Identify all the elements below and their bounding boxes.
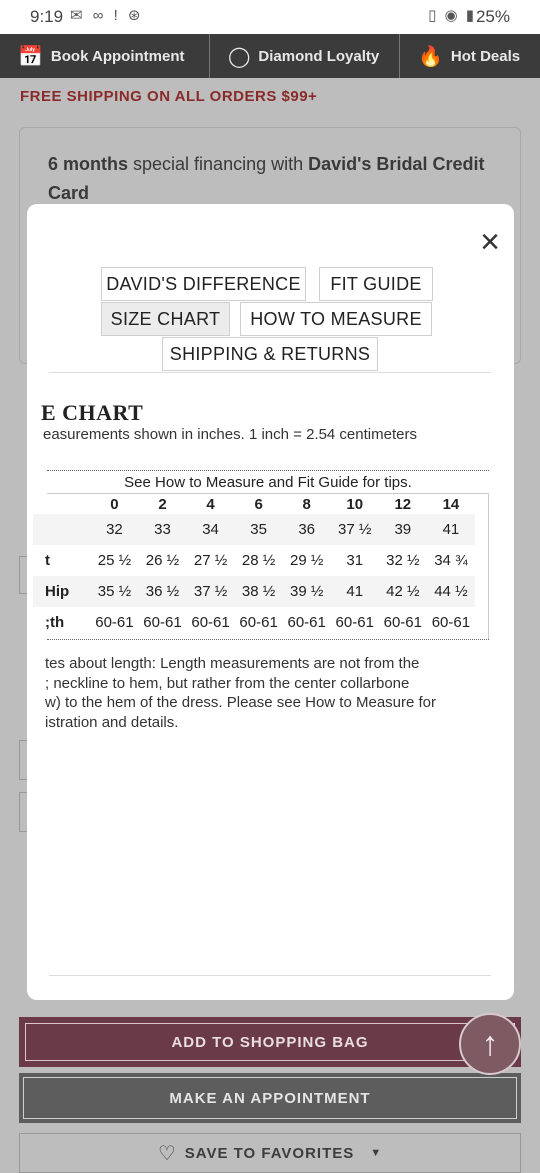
size-header: 2 [158,495,167,513]
table-row [33,514,475,545]
table-cell: 36 [283,514,331,545]
calendar-icon: 📅 [18,45,43,68]
size-header: 10 [346,495,364,513]
tab-size-chart[interactable]: SIZE CHART [101,302,230,336]
header-corner [33,494,90,514]
table-cell: 35 [235,514,283,545]
size-header: 12 [394,495,412,513]
arrow-up-icon: ↑ [481,1024,499,1063]
table-cell: 60-61 [191,614,230,631]
row-label: Hip [33,576,90,607]
table-cell: 60-61 [239,614,278,631]
divider [49,372,491,373]
table-cell: 26 ½ [145,552,180,569]
table-cell: 34 ¾ [434,552,468,569]
table-cell: 37 ½ [187,576,235,607]
table-cell: 60-61 [95,614,134,631]
row-label [33,514,90,545]
book-appointment-label: Book Appointment [50,47,185,65]
table-cell: 60-61 [383,614,422,631]
tab-shipping-returns[interactable]: SHIPPING & RETURNS [162,337,378,371]
tab-fit-guide[interactable]: FIT GUIDE [319,267,433,301]
row-label: ;th [45,614,65,631]
length-note: tes about length: Length measurements are not from the ; neckline to hem, but rather from the center collarbone w) to the hem of the dress. Please see How to Measure for istration and details. [45,655,437,731]
table-cell: 25 ½ [97,552,132,569]
table-cell: 28 ½ [241,552,276,569]
table-cell: 60-61 [287,614,326,631]
table-cell: 60-61 [143,614,182,631]
row-label: t [45,552,50,569]
size-header: 14 [442,495,460,513]
diamond-loyalty-label: Diamond Loyalty [258,47,380,65]
hot-deals-label: Hot Deals [450,47,521,65]
table-cell: 44 ½ [427,576,475,607]
financing-middle: special financing with [128,154,309,174]
financing-card-name: David's Bridal Credit Card [48,154,485,203]
table-cell: 27 ½ [193,552,228,569]
make-appointment-button[interactable] [19,1073,521,1123]
financing-months: 6 months [48,154,129,174]
table-cell: 32 [90,514,138,545]
heart-icon: ♡ [157,1142,177,1165]
table-cell: 41 [427,514,475,545]
table-cell: 60-61 [431,614,471,631]
size-header-row [33,494,475,514]
table-cell: 36 ½ [138,576,186,607]
table-row [33,576,475,607]
table-cell: 39 [379,514,427,545]
size-header: 0 [110,495,119,513]
table-cell: 37 ½ [331,514,379,545]
tab-how-to-measure[interactable]: HOW TO MEASURE [240,302,432,336]
size-header: 4 [206,495,215,513]
save-to-favorites-button[interactable] [19,1133,521,1173]
top-nav [0,34,540,78]
table-row [33,607,475,638]
diamond-loyalty-link[interactable] [210,34,400,78]
measurement-note: easurements shown in inches. 1 inch = 2.54 centimeters [43,426,417,443]
size-chart-modal [27,204,514,1000]
table-cell: 33 [138,514,186,545]
size-table [33,494,475,638]
table-cell: 41 [331,576,379,607]
size-table-container [47,470,489,640]
table-row [33,545,475,576]
size-header: 8 [302,495,311,513]
status-bar [0,0,540,34]
status-time: 9:19 [30,7,64,26]
table-cell: 32 ½ [386,552,420,569]
table-cell: 39 ½ [283,576,331,607]
make-appointment-label: MAKE AN APPOINTMENT [23,1077,517,1119]
size-chart-content [41,384,491,944]
free-shipping-banner[interactable]: FREE SHIPPING ON ALL ORDERS $99+ [20,88,318,105]
notification-icons: ✉ ∞ ! ⊛ [70,7,144,24]
tips-text: See How to Measure and Fit Guide for tips. [47,471,489,494]
table-cell: 34 [187,514,235,545]
book-appointment-link[interactable] [0,34,210,78]
flame-icon: 🔥 [418,45,443,68]
add-to-bag-button[interactable] [19,1017,521,1067]
divider [49,975,491,976]
add-to-bag-label: ADD TO SHOPPING BAG [25,1023,515,1061]
ring-icon: ◯ [228,45,251,68]
financing-text [48,150,498,208]
chevron-down-icon: ▼ [370,1147,383,1159]
signal-icons: ▯ ◉ ▮ [428,7,476,24]
table-cell: 38 ½ [235,576,283,607]
table-cell: 42 ½ [379,576,427,607]
size-header: 6 [254,495,263,513]
save-to-favorites-label: SAVE TO FAVORITES [184,1144,355,1162]
size-chart-title: E CHART [41,400,144,425]
table-edge [488,494,489,639]
table-cell: 31 [346,552,364,569]
table-cell: 29 ½ [289,552,324,569]
battery-level: 25% [475,7,510,26]
table-cell: 35 ½ [90,576,138,607]
hot-deals-link[interactable] [400,34,540,78]
table-cell: 60-61 [335,614,374,631]
close-icon[interactable]: × [480,223,500,261]
scroll-to-top-button[interactable] [459,1013,521,1075]
tab-davids-difference[interactable]: DAVID'S DIFFERENCE [101,267,306,301]
